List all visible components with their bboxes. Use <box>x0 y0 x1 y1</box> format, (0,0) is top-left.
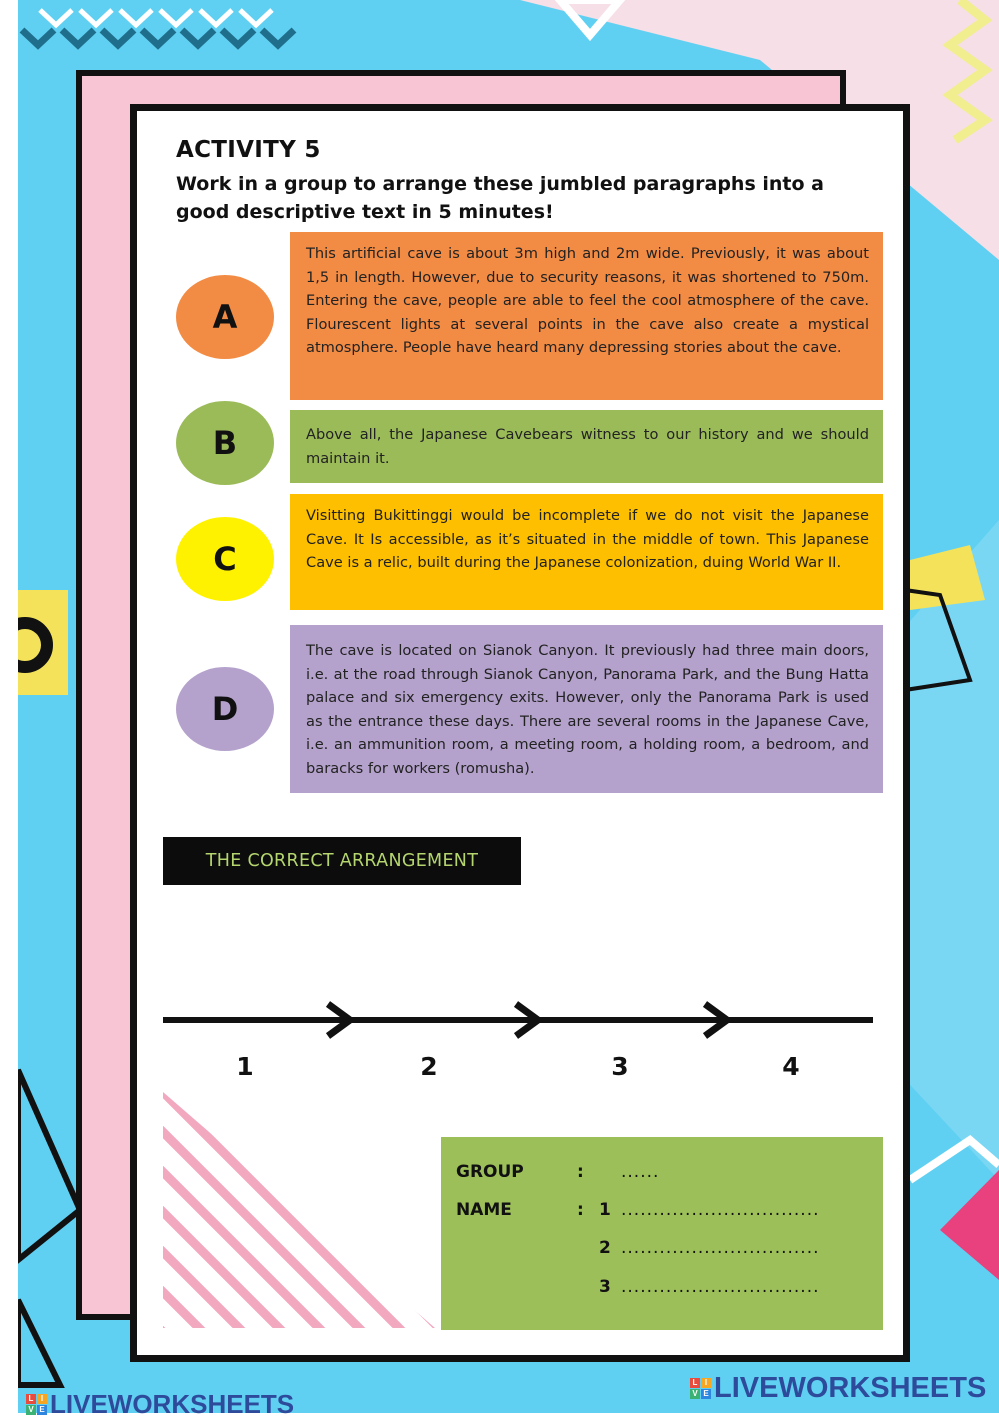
activity-title: ACTIVITY 5 <box>176 137 321 163</box>
step-4-slot[interactable]: 4 <box>782 1052 800 1081</box>
name-line-3-input[interactable]: ............................... <box>621 1277 820 1297</box>
correct-arrangement-heading: THE CORRECT ARRANGEMENT <box>163 837 521 885</box>
name-line-2-input[interactable]: ............................... <box>621 1238 820 1258</box>
letter-b-circle: B <box>176 401 274 485</box>
step-3-slot[interactable]: 3 <box>611 1052 629 1081</box>
paragraph-a: This artificial cave is about 3m high and 2m wide. Previously, it was about 1,5 in length. However, due to security reasons, it was shortened to 750m. Entering the cave, people are able to feel the cool atmosphere of the cave. Flourescent lights at several points in the cave also create a mystical atmosphere. People have heard many depressing stories about the cave. <box>290 232 883 400</box>
group-label: GROUP <box>456 1162 524 1182</box>
name-line-1-number: 1 <box>599 1200 611 1220</box>
group-info-box <box>441 1137 883 1330</box>
step-2-slot[interactable]: 2 <box>420 1052 438 1081</box>
arrangement-timeline <box>160 995 880 1045</box>
activity-instructions: Work in a group to arrange these jumbled paragraphs into a good descriptive text in 5 minutes! <box>176 173 824 223</box>
name-line-2-number: 2 <box>599 1238 611 1258</box>
logo-text: LIVEWORKSHEETS <box>714 1372 987 1404</box>
paragraph-c: Visitting Bukittinggi would be incomplete if we do not visit the Japanese Cave. It Is accessible, as it’s situated in the middle of town. This Japanese Cave is a relic, built during the Japanese colonization, duing World War II. <box>290 494 883 610</box>
name-colon: : <box>577 1200 584 1220</box>
letter-d-circle: D <box>176 667 274 751</box>
name-line-3-number: 3 <box>599 1277 611 1297</box>
liveworksheets-logo-bottom-left <box>26 1389 294 1420</box>
logo-grid-icon: L I V E <box>26 1394 47 1415</box>
pink-stripes-decoration <box>163 1092 435 1328</box>
logo-text: LIVEWORKSHEETS <box>50 1389 295 1419</box>
logo-grid-icon: L I V E <box>690 1378 711 1399</box>
liveworksheets-logo-bottom-right <box>690 1372 986 1405</box>
paragraph-d: The cave is located on Sianok Canyon. It previously had three main doors, i.e. at the road through Sianok Canyon, Panorama Park, and the Bung Hatta palace and six emergency exits. However, only the Panorama Park is used as the entrance these days. There are several rooms in the Japanese Cave, i.e. an ammunition room, a meeting room, a holding room, a bedroom, and baracks for workers (romusha). <box>290 625 883 793</box>
group-colon: : <box>577 1162 584 1182</box>
paragraph-b: Above all, the Japanese Cavebears witness to our history and we should maintain it. <box>290 410 883 483</box>
name-line-1-input[interactable]: ............................... <box>621 1200 820 1220</box>
letter-c-circle: C <box>176 517 274 601</box>
group-input-dots[interactable]: ...... <box>621 1162 660 1182</box>
letter-a-circle: A <box>176 275 274 359</box>
name-label: NAME <box>456 1200 512 1220</box>
step-1-slot[interactable]: 1 <box>236 1052 254 1081</box>
